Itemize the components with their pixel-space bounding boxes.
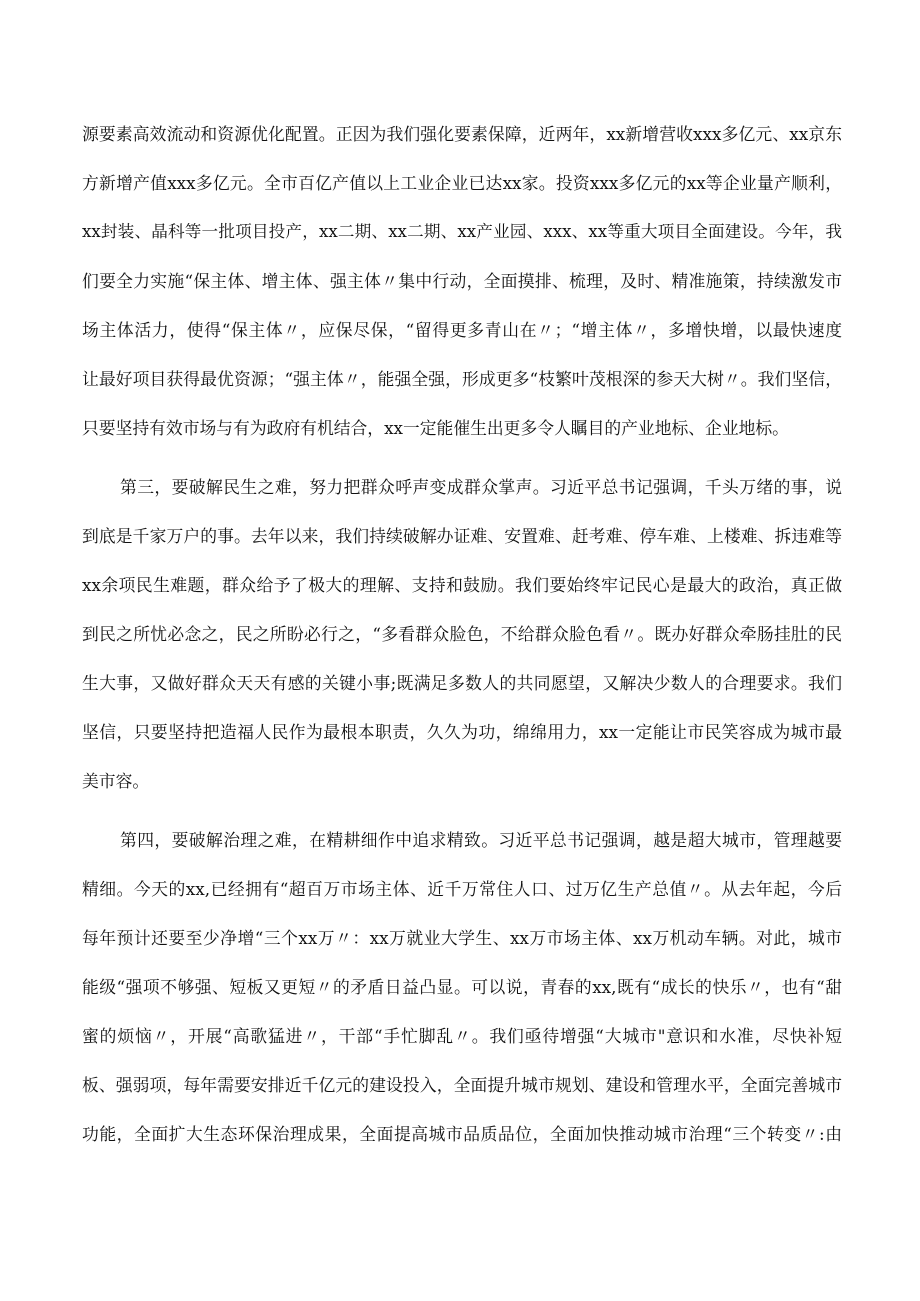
text-line: 第三，要破解民生之难，努力把群众呼声变成群众掌声。习近平总书记强调，千头万绪的事，说 (120, 477, 842, 497)
text-line: 到底是千家万户的事。去年以来，我们持续破解办证难、安置难、赶考难、停车难、上楼难、拆违难等 (82, 526, 842, 546)
text-line: 坚信，只要坚持把造福人民作为最根本职责，久久为功，绵绵用力，xx一定能让市民笑容成为城市最 (82, 722, 842, 742)
text-line: 第四，要破解治理之难，在精耕细作中追求精致。习近平总书记强调，越是超大城市，管理越要 (120, 830, 842, 850)
text-line: xx余项民生难题，群众给予了极大的理解、支持和鼓励。我们要始终牢记民心是最大的政治，真正做 (82, 575, 842, 595)
text-line: 板、强弱项，每年需要安排近千亿元的建设投入，全面提升城市规划、建设和管理水平，全面完善城市 (82, 1075, 842, 1095)
text-line: 每年预计还要至少净增“三个xx万〃：xx万就业大学生、xx万市场主体、xx万机动车辆。对此，城市 (82, 928, 842, 948)
text-line: 只要坚持有效市场与有为政府有机结合，xx一定能催生出更多令人瞩目的产业地标、企业地标。 (82, 418, 789, 438)
text-line: 蜜的烦恼〃，开展“高歌猛进〃，干部“手忙脚乱〃。我们亟待增强“大城市"意识和水准，尽快补短 (82, 1026, 842, 1046)
text-line: 能级“强项不够强、短板又更短〃的矛盾日益凸显。可以说，青春的xx,既有“成长的快乐〃，也有“甜 (82, 977, 842, 997)
text-line: 精细。今天的xx,已经拥有“超百万市场主体、近千万常住人口、过万亿生产总值〃。从去年起，今后 (82, 879, 842, 899)
text-line: 功能，全面扩大生态环保治理成果，全面提高城市品质品位，全面加快推动城市治理“三个转变〃:由 (82, 1124, 842, 1144)
text-line: 让最好项目获得最优资源；“强主体〃，能强全强，形成更多“枝繁叶茂根深的参天大树〃。我们坚信， (82, 369, 842, 389)
text-line: xx封装、晶科等一批项目投产，xx二期、xx二期、xx产业园、xxx、xx等重大项目全面建设。今年，我 (82, 222, 842, 241)
text-line: 源要素高效流动和资源优化配置。正因为我们强化要素保障，近两年，xx新增营收xxx多亿元、xx京东 (82, 124, 842, 144)
text-line: 生大事，又做好群众天天有感的关键小事;既满足多数人的共同愿望，又解决少数人的合理要求。我们 (82, 673, 842, 693)
text-line: 场主体活力，使得“保主体〃，应保尽保，“留得更多青山在〃；“增主体〃，多增快增，以最快速度 (82, 320, 842, 340)
text-line: 美市容。 (82, 771, 150, 791)
text-line: 们要全力实施“保主体、增主体、强主体〃集中行动，全面摸排、梳理，及时、精准施策，持续激发市 (82, 271, 842, 291)
text-line: 到民之所忧必念之，民之所盼必行之，“多看群众脸色，不给群众脸色看〃。既办好群众牵肠挂肚的民 (82, 624, 842, 644)
text-line: 方新增产值xxx多亿元。全市百亿产值以上工业企业已达xx家。投资xxx多亿元的xx等企业量产顺利， (82, 173, 842, 193)
